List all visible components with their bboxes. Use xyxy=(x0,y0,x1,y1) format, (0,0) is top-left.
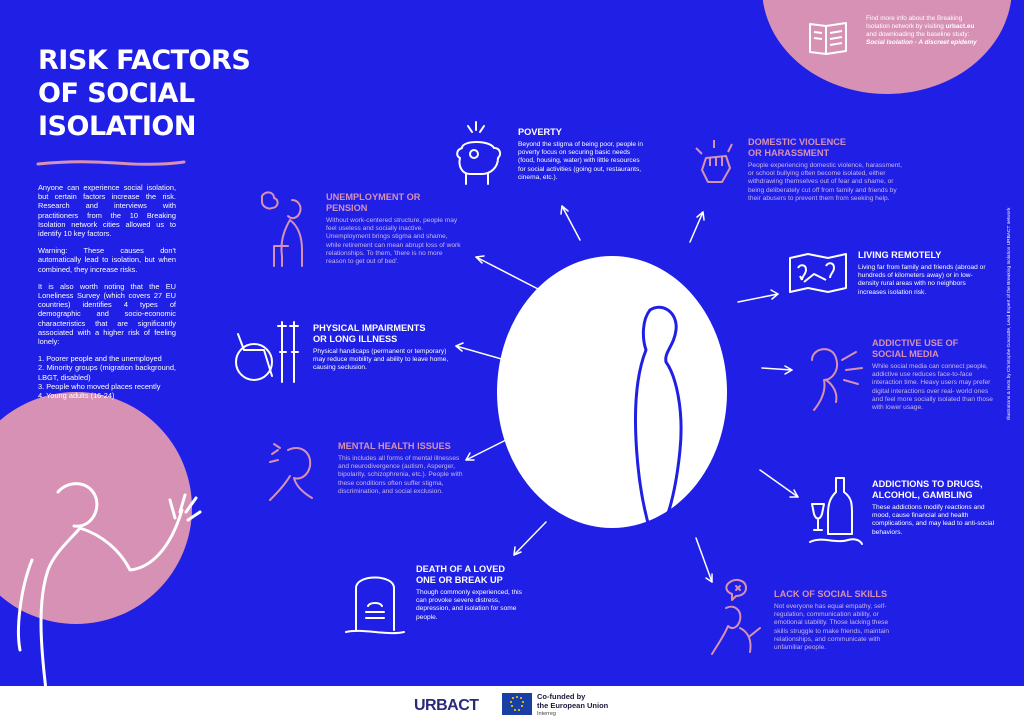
bottle-glass-icon xyxy=(806,474,866,550)
factor-living-remotely: LIVING REMOTELY Living far from family and friends (abroad or hundreds of kilometers away) or in low-density rural areas with no neighbors increases isolation risk. xyxy=(858,250,986,296)
page-title: RISK FACTORS OF SOCIAL ISOLATION xyxy=(38,45,251,142)
intro-text: Anyone can experience social isolation, but certain factors increase the risk. Research and interviews with practitioners from the 10 Breaking Isolation network cities allowed us to identify 10 key factors. Warning: These causes don't automatically lead to isolation, but when combined, they increase risks. It is also worth noting that the EU Loneliness Survey (which covers 27 EU countries) identifies 4 types of demographic and socio-economic characteristics that are significantly associated with a higher risk of feeling lonely: 1. Poorer people and the unemployed 2. Minority groups (migration background, LBGT, disabled) 3. People who moved places recently 4. Young adults (16-24) xyxy=(38,183,176,401)
factor-poverty: POVERTY Beyond the stigma of being poor, people in poverty focus on securing basic needs (food, housing, water) with little resources for social activities (going out, restaurants, cinema, etc.). xyxy=(518,127,644,181)
factor-addictions: ADDICTIONS TO DRUGS, ALCOHOL, GAMBLING These addictions modify reactions and mood, cause financial and health complications, and may lead to anti-social behaviors. xyxy=(872,479,995,536)
risk-list: 1. Poorer people and the unemployed 2. Minority groups (migration background, LBGT, disabled) 3. People who moved places recently 4. Young adults (16-24) xyxy=(38,354,176,401)
wheelchair-crutches-icon xyxy=(228,316,306,386)
illustration-credit: Illustrations & texts by Christophe Goucatte, Lead Expert of the Breaking Isolation URBACT network xyxy=(1007,207,1012,420)
eu-flag-icon xyxy=(502,693,532,715)
tombstone-icon xyxy=(342,566,408,640)
factor-domestic-violence: DOMESTIC VIOLENCE OR HARASSMENT People experiencing domestic violence, harassment, or school bullying often become isolated, either withdrawing themselves out of fear and shame, or being deliberately cut off from family and friends by their abusers to prevent them from seeking help. xyxy=(748,137,902,202)
eu-cofunded: Co-funded by the European Union Interreg xyxy=(537,692,609,717)
urbact-link[interactable]: urbact.eu xyxy=(945,23,975,30)
factor-mental-health: MENTAL HEALTH ISSUES This includes all forms of mental illnesses and neurodivergence (autism, Asperger, bipolarity, schizophrenia, etc.). People with these conditions often suffer stigma, discrimination, and social exclusion. xyxy=(338,441,463,495)
factor-social-skills: LACK OF SOCIAL SKILLS Not everyone has equal empathy, self-regulation, communication ability, or emotional stability. Those lacking these skills struggle to make friends, maintain relationships, and communicate with unfamiliar people. xyxy=(774,589,890,652)
factor-death-breakup: DEATH OF A LOVED ONE OR BREAK UP Though commonly experienced, this can provoke severe distress, depression, and isolation for some people. xyxy=(416,564,522,621)
fist-icon xyxy=(692,138,740,190)
phone-person-icon xyxy=(802,340,866,412)
head-icon xyxy=(266,436,324,508)
sitting-person-icon xyxy=(258,186,318,270)
map-icon xyxy=(786,250,850,296)
info-note: Find more info about the Breaking Isolation network by visiting urbact.eu and downloading the baseline study: Social Isolation - A discreet epidemy xyxy=(866,15,977,46)
footer xyxy=(0,686,1024,724)
urbact-logo: URBACT xyxy=(414,697,479,714)
factor-social-media: ADDICTIVE USE OF SOCIAL MEDIA While social media can connect people, addictive use reduces face-to-face interaction time. Heavy users may prefer digital interactions over real- world ones and feel more socially isolated than those with lower usage. xyxy=(872,338,993,412)
piggy-bank-icon xyxy=(450,118,508,190)
confused-person-icon xyxy=(706,578,768,658)
factor-unemployment: UNEMPLOYMENT OR PENSION Without work-centered structure, people may feel useless and socially inactive. Unemployment brings stigma and shame, while retirement can mean abrupt loss of work relationships. To them, 'there is no more reason to get out of bed'. xyxy=(326,192,461,266)
factor-physical-impairments: PHYSICAL IMPAIRMENTS OR LONG ILLNESS Physical handicaps (permanent or temporary) may reduce mobility and ability to leave home, causing seclusion. xyxy=(313,323,449,372)
